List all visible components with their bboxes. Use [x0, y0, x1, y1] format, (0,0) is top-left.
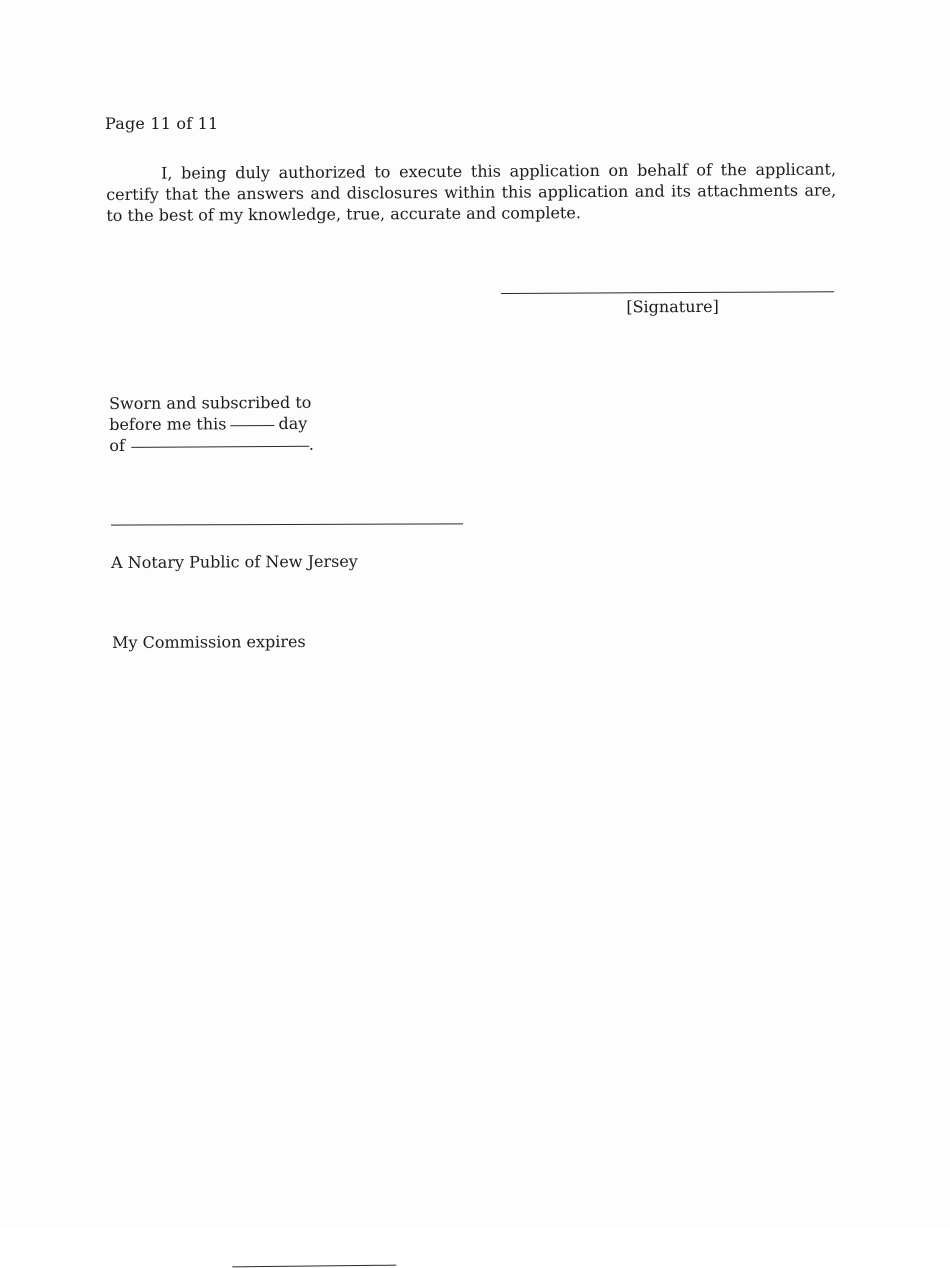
notary-signature-line: [111, 523, 463, 525]
commission-label: My Commission expires: [112, 631, 306, 652]
certification-statement: I, being duly authorized to execute this application on behalf of the applicant, certify that the answers and disclosures within this application and its attachments are, to the best of my knowledge, true, accurate and complete.: [106, 159, 837, 225]
sworn-line-3: [109, 434, 314, 456]
signature-label: [Signature]: [626, 296, 719, 317]
notary-title: A Notary Public of New Jersey: [111, 551, 358, 572]
of-text: of: [109, 435, 125, 455]
sworn-line-1: [109, 392, 314, 414]
period-text: .: [308, 434, 315, 454]
page-number: Page 11 of 11: [105, 114, 219, 133]
sworn-statement: [109, 392, 314, 456]
sworn-text: Sworn and subscribed to: [109, 392, 312, 413]
signature-block: [501, 291, 834, 317]
day-text: day: [278, 413, 308, 433]
sworn-line-2: [109, 413, 314, 435]
day-blank: [230, 424, 274, 426]
commission-expires: [112, 632, 306, 652]
signature-line: [501, 291, 834, 294]
before-me-text: before me this: [109, 414, 227, 434]
month-blank: [131, 445, 309, 448]
commission-date-blank: [232, 1264, 396, 1268]
